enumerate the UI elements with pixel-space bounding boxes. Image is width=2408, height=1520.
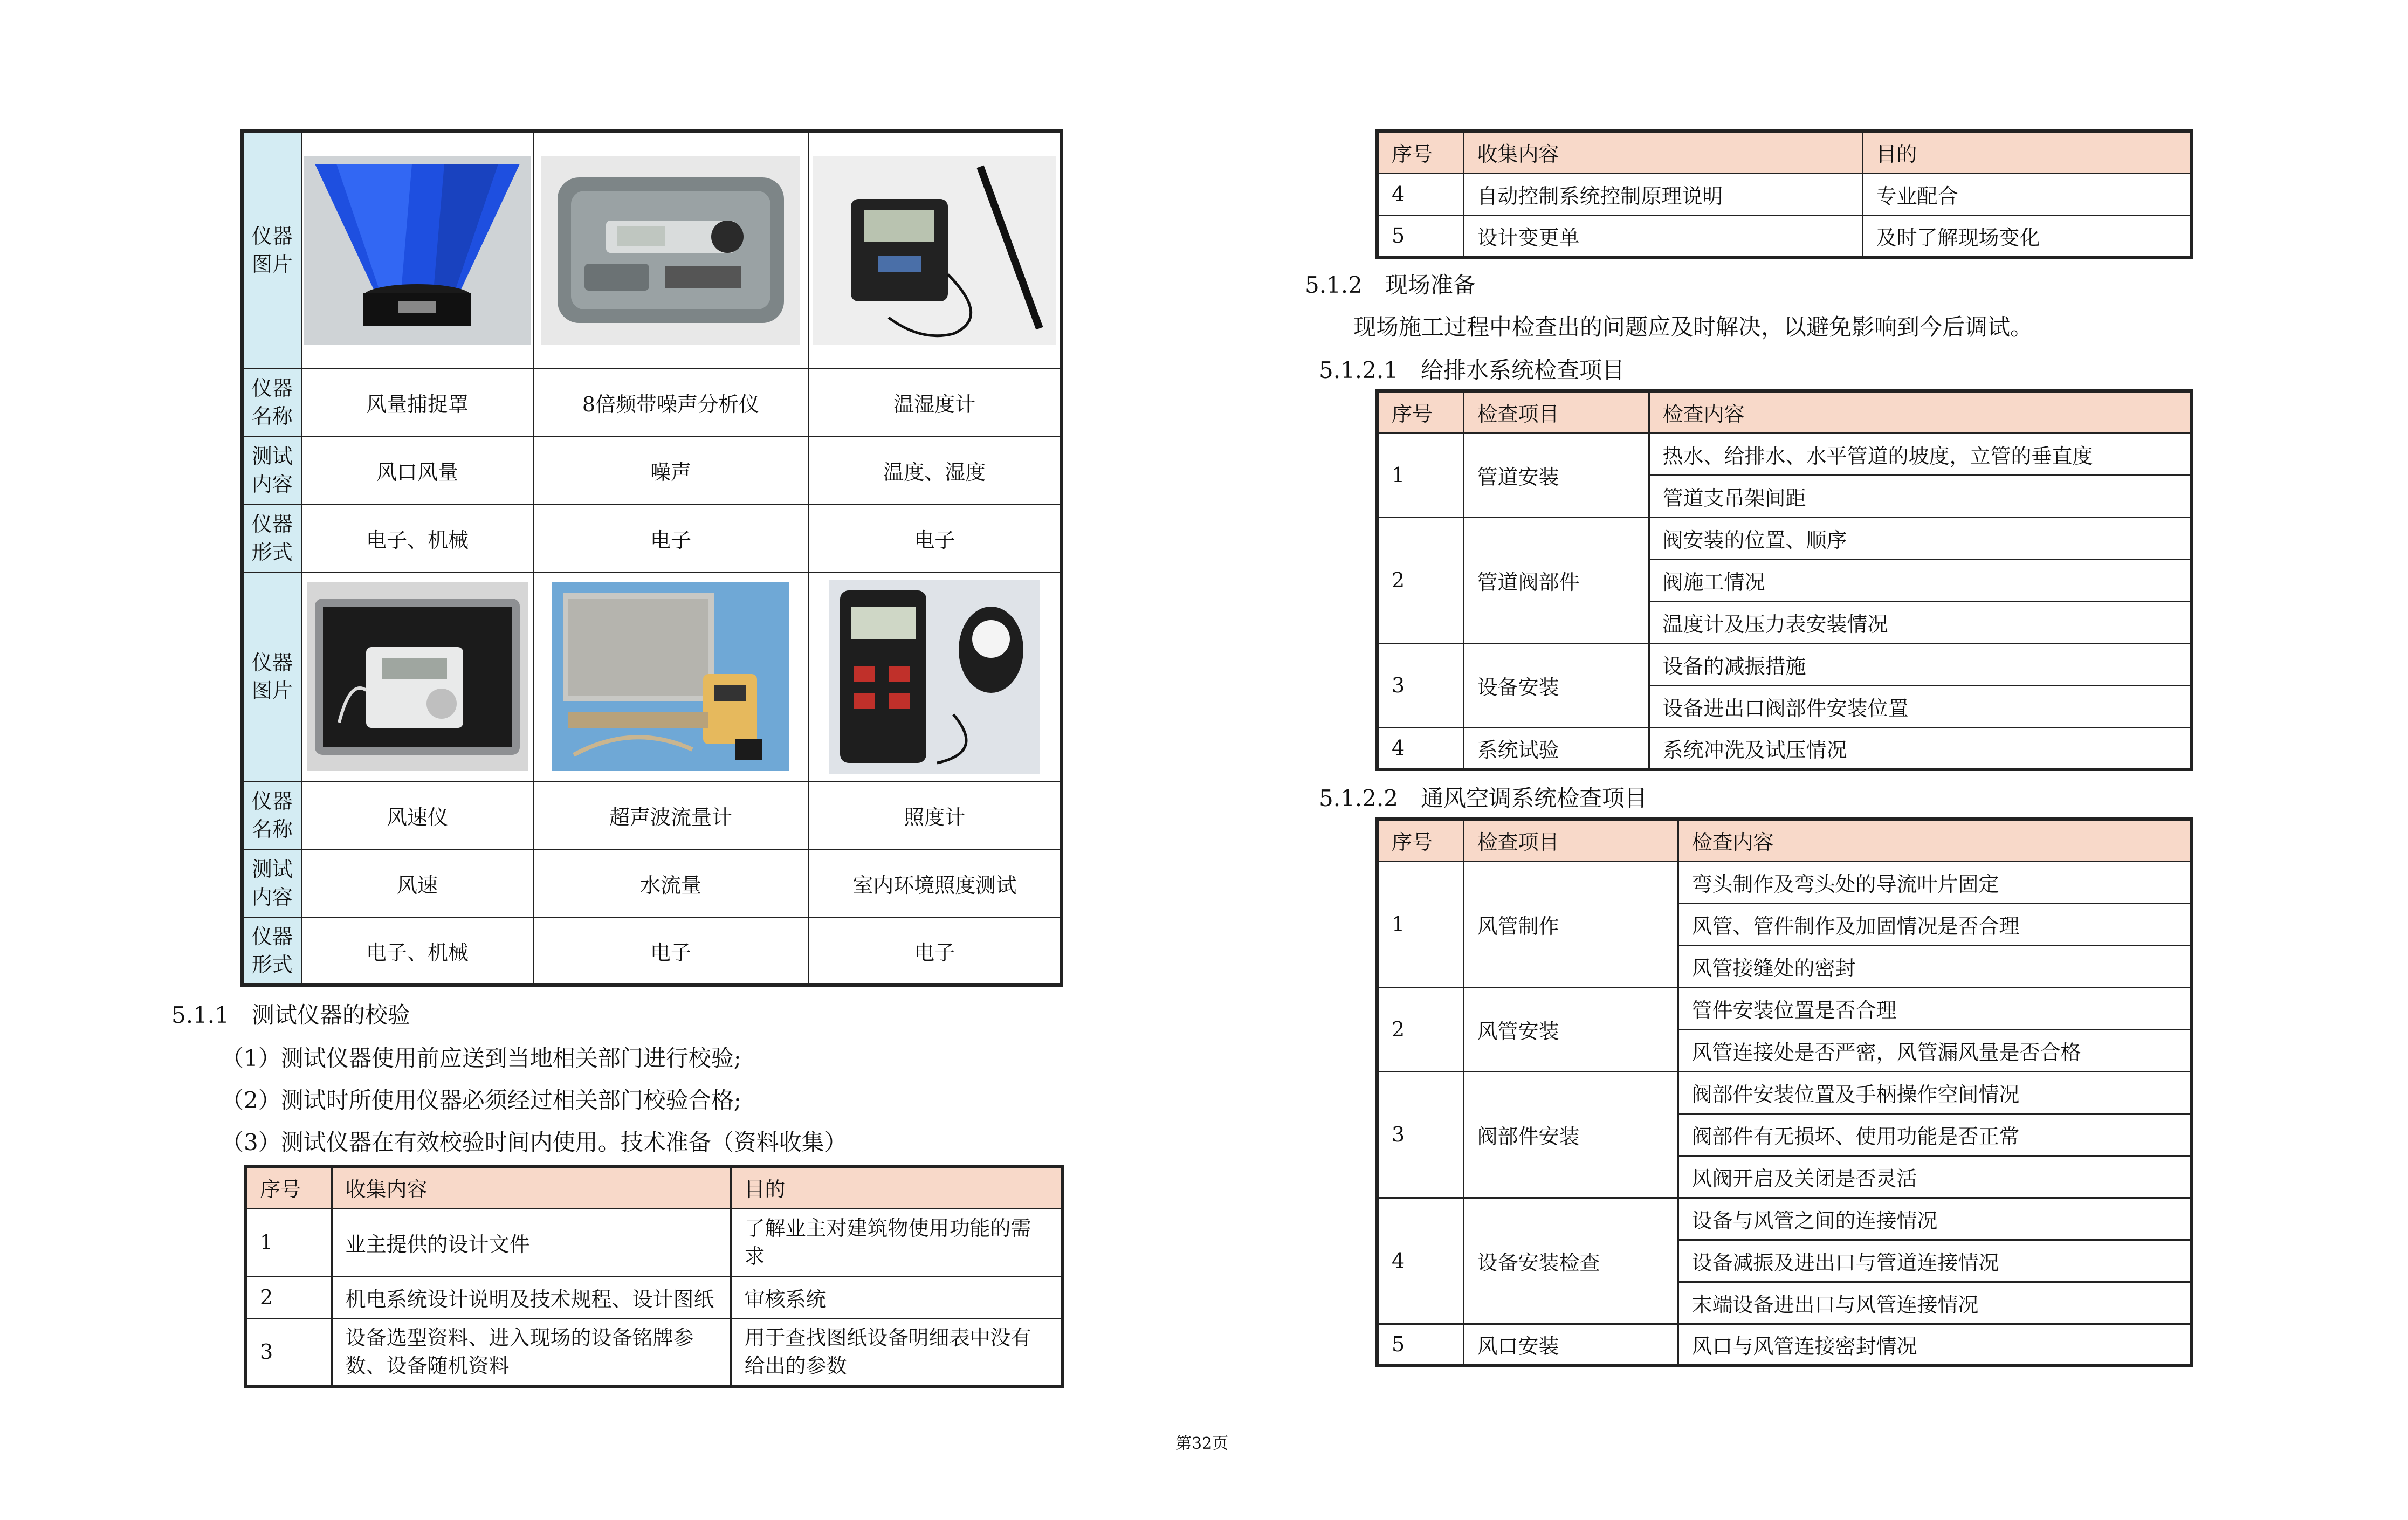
row-purpose: 了解业主对建筑物使用功能的需求 [731, 1208, 1063, 1276]
header-cell: 序号 [1377, 819, 1463, 861]
check-content: 系统冲洗及试压情况 [1649, 727, 2191, 769]
check-content: 设备进出口阀部件安装位置 [1649, 685, 2191, 727]
table-row [245, 1318, 1063, 1386]
row-purpose: 专业配合 [1862, 173, 2191, 215]
table-row [245, 1276, 1063, 1318]
row-label-photo: 仪器图片 [242, 572, 301, 781]
check-content: 阀部件安装位置及手柄操作空间情况 [1678, 1071, 2191, 1113]
table-row [1377, 215, 2191, 257]
row-number: 1 [1377, 433, 1463, 517]
check-item: 风管安装 [1463, 987, 1678, 1071]
row-number: 3 [1377, 643, 1463, 727]
row-number: 4 [1377, 727, 1463, 769]
table-row [1377, 727, 2191, 769]
check-content: 设备减振及进出口与管道连接情况 [1678, 1240, 2191, 1282]
instrument-name: 超声波流量计 [533, 781, 808, 849]
row-number: 5 [1377, 215, 1463, 257]
name-row-1 [242, 368, 1062, 436]
photo-row-1 [242, 131, 1062, 368]
instrument-test: 风口风量 [301, 436, 533, 504]
noise-analyzer-photo [533, 131, 808, 368]
instrument-form: 电子 [533, 917, 808, 985]
row-label-form: 仪器形式 [242, 504, 301, 572]
section-heading-5122: 5.1.2.2 通风空调系统检查项目 [1319, 785, 1647, 811]
row-number: 2 [245, 1276, 332, 1318]
instrument-form: 电子、机械 [301, 504, 533, 572]
section-heading-512: 5.1.2 现场准备 [1305, 272, 1476, 298]
instrument-form: 电子 [533, 504, 808, 572]
section-heading-511: 5.1.1 测试仪器的校验 [171, 1002, 410, 1028]
row-purpose: 审核系统 [731, 1276, 1063, 1318]
calibration-item: （3）测试仪器在有效校验时间内使用。技术准备（资料收集） [221, 1129, 847, 1156]
check-content: 设备与风管之间的连接情况 [1678, 1198, 2191, 1240]
table-header [1377, 131, 2191, 173]
row-purpose: 用于查找图纸设备明细表中没有给出的参数 [731, 1318, 1063, 1386]
hvac-check-table [1375, 817, 2193, 1367]
row-label-test: 测试内容 [242, 849, 301, 917]
instrument-name: 温湿度计 [808, 368, 1062, 436]
test-row-1 [242, 436, 1062, 504]
check-content: 管道支吊架间距 [1649, 475, 2191, 517]
check-content: 风管、管件制作及加固情况是否合理 [1678, 903, 2191, 945]
row-label-name: 仪器名称 [242, 368, 301, 436]
instrument-test: 噪声 [533, 436, 808, 504]
instrument-name: 照度计 [808, 781, 1062, 849]
instrument-name: 8倍频带噪声分析仪 [533, 368, 808, 436]
header-cell: 目的 [731, 1166, 1063, 1208]
section-heading-5121: 5.1.2.1 给排水系统检查项目 [1319, 357, 1625, 383]
instrument-test: 室内环境照度测试 [808, 849, 1062, 917]
table-row [1377, 173, 2191, 215]
check-content: 末端设备进出口与风管连接情况 [1678, 1282, 2191, 1324]
table-row [1377, 1198, 2191, 1240]
check-content: 设备的减振措施 [1649, 643, 2191, 685]
row-label-photo: 仪器图片 [242, 131, 301, 368]
photo-row-2 [242, 572, 1062, 781]
calibration-item: （1）测试仪器使用前应送到当地相关部门进行校验; [221, 1045, 741, 1071]
header-cell: 序号 [1377, 131, 1463, 173]
instrument-test: 风速 [301, 849, 533, 917]
check-content: 风阀开启及关闭是否灵活 [1678, 1156, 2191, 1198]
table-row [1377, 861, 2191, 903]
row-number: 3 [245, 1318, 332, 1386]
table-row [1377, 643, 2191, 685]
instrument-test: 水流量 [533, 849, 808, 917]
collect-table [244, 1165, 1064, 1388]
header-cell: 目的 [1862, 131, 2191, 173]
table-header [245, 1166, 1063, 1208]
thermo-hygrometer-photo [808, 131, 1062, 368]
row-content: 机电系统设计说明及技术规程、设计图纸 [332, 1276, 731, 1318]
row-number: 3 [1377, 1071, 1463, 1198]
form-row-2 [242, 917, 1062, 985]
instrument-form: 电子、机械 [301, 917, 533, 985]
check-content: 风口与风管连接密封情况 [1678, 1324, 2191, 1366]
header-cell: 检查项目 [1463, 819, 1678, 861]
name-row-2 [242, 781, 1062, 849]
header-cell: 收集内容 [332, 1166, 731, 1208]
check-content: 风管连接处是否严密，风管漏风量是否合格 [1678, 1029, 2191, 1071]
table-row [1377, 1071, 2191, 1113]
form-row-1 [242, 504, 1062, 572]
row-number: 2 [1377, 987, 1463, 1071]
header-cell: 检查项目 [1463, 391, 1649, 433]
check-item: 风管制作 [1463, 861, 1678, 987]
check-content: 管件安装位置是否合理 [1678, 987, 2191, 1029]
row-number: 2 [1377, 517, 1463, 643]
instrument-form: 电子 [808, 504, 1062, 572]
header-cell: 检查内容 [1678, 819, 2191, 861]
page-number: 第32页 [1175, 1434, 1229, 1453]
table-header [1377, 391, 2191, 433]
anemometer-photo [301, 572, 533, 781]
row-content: 业主提供的设计文件 [332, 1208, 731, 1276]
table-row [1377, 517, 2191, 559]
row-number: 1 [1377, 861, 1463, 987]
row-number: 4 [1377, 173, 1463, 215]
check-item: 设备安装检查 [1463, 1198, 1678, 1324]
row-label-form: 仪器形式 [242, 917, 301, 985]
check-content: 阀部件有无损坏、使用功能是否正常 [1678, 1113, 2191, 1156]
row-label-name: 仪器名称 [242, 781, 301, 849]
check-content: 热水、给排水、水平管道的坡度，立管的垂直度 [1649, 433, 2191, 475]
instrument-table [240, 129, 1063, 987]
collect-table-continued [1375, 129, 2193, 259]
instrument-name: 风量捕捉罩 [301, 368, 533, 436]
check-item: 管道安装 [1463, 433, 1649, 517]
header-cell: 序号 [245, 1166, 332, 1208]
instrument-name: 风速仪 [301, 781, 533, 849]
site-prep-text: 现场施工过程中检查出的问题应及时解决，以避免影响到今后调试。 [1353, 314, 2033, 340]
header-cell: 序号 [1377, 391, 1463, 433]
header-cell: 收集内容 [1463, 131, 1862, 173]
check-item: 阀部件安装 [1463, 1071, 1678, 1198]
header-cell: 检查内容 [1649, 391, 2191, 433]
instrument-form: 电子 [808, 917, 1062, 985]
row-number: 1 [245, 1208, 332, 1276]
row-label-test: 测试内容 [242, 436, 301, 504]
table-row [245, 1208, 1063, 1276]
check-content: 风管接缝处的密封 [1678, 945, 2191, 987]
check-item: 设备安装 [1463, 643, 1649, 727]
lux-meter-photo [808, 572, 1062, 781]
check-content: 阀施工情况 [1649, 559, 2191, 601]
row-number: 5 [1377, 1324, 1463, 1366]
table-row [1377, 1324, 2191, 1366]
row-number: 4 [1377, 1198, 1463, 1324]
row-content: 设备选型资料、进入现场的设备铭牌参数、设备随机资料 [332, 1318, 731, 1386]
row-content: 自动控制系统控制原理说明 [1463, 173, 1862, 215]
ultrasonic-flowmeter-photo [533, 572, 808, 781]
instrument-test: 温度、湿度 [808, 436, 1062, 504]
check-content: 弯头制作及弯头处的导流叶片固定 [1678, 861, 2191, 903]
air-capture-hood-photo [301, 131, 533, 368]
table-row [1377, 433, 2191, 475]
check-content: 温度计及压力表安装情况 [1649, 601, 2191, 643]
check-item: 管道阀部件 [1463, 517, 1649, 643]
plumbing-check-table [1375, 389, 2193, 771]
calibration-item: （2）测试时所使用仪器必须经过相关部门校验合格; [221, 1087, 741, 1113]
check-content: 阀安装的位置、顺序 [1649, 517, 2191, 559]
check-item: 系统试验 [1463, 727, 1649, 769]
row-purpose: 及时了解现场变化 [1862, 215, 2191, 257]
check-item: 风口安装 [1463, 1324, 1678, 1366]
table-row [1377, 987, 2191, 1029]
row-content: 设计变更单 [1463, 215, 1862, 257]
table-header [1377, 819, 2191, 861]
test-row-2 [242, 849, 1062, 917]
